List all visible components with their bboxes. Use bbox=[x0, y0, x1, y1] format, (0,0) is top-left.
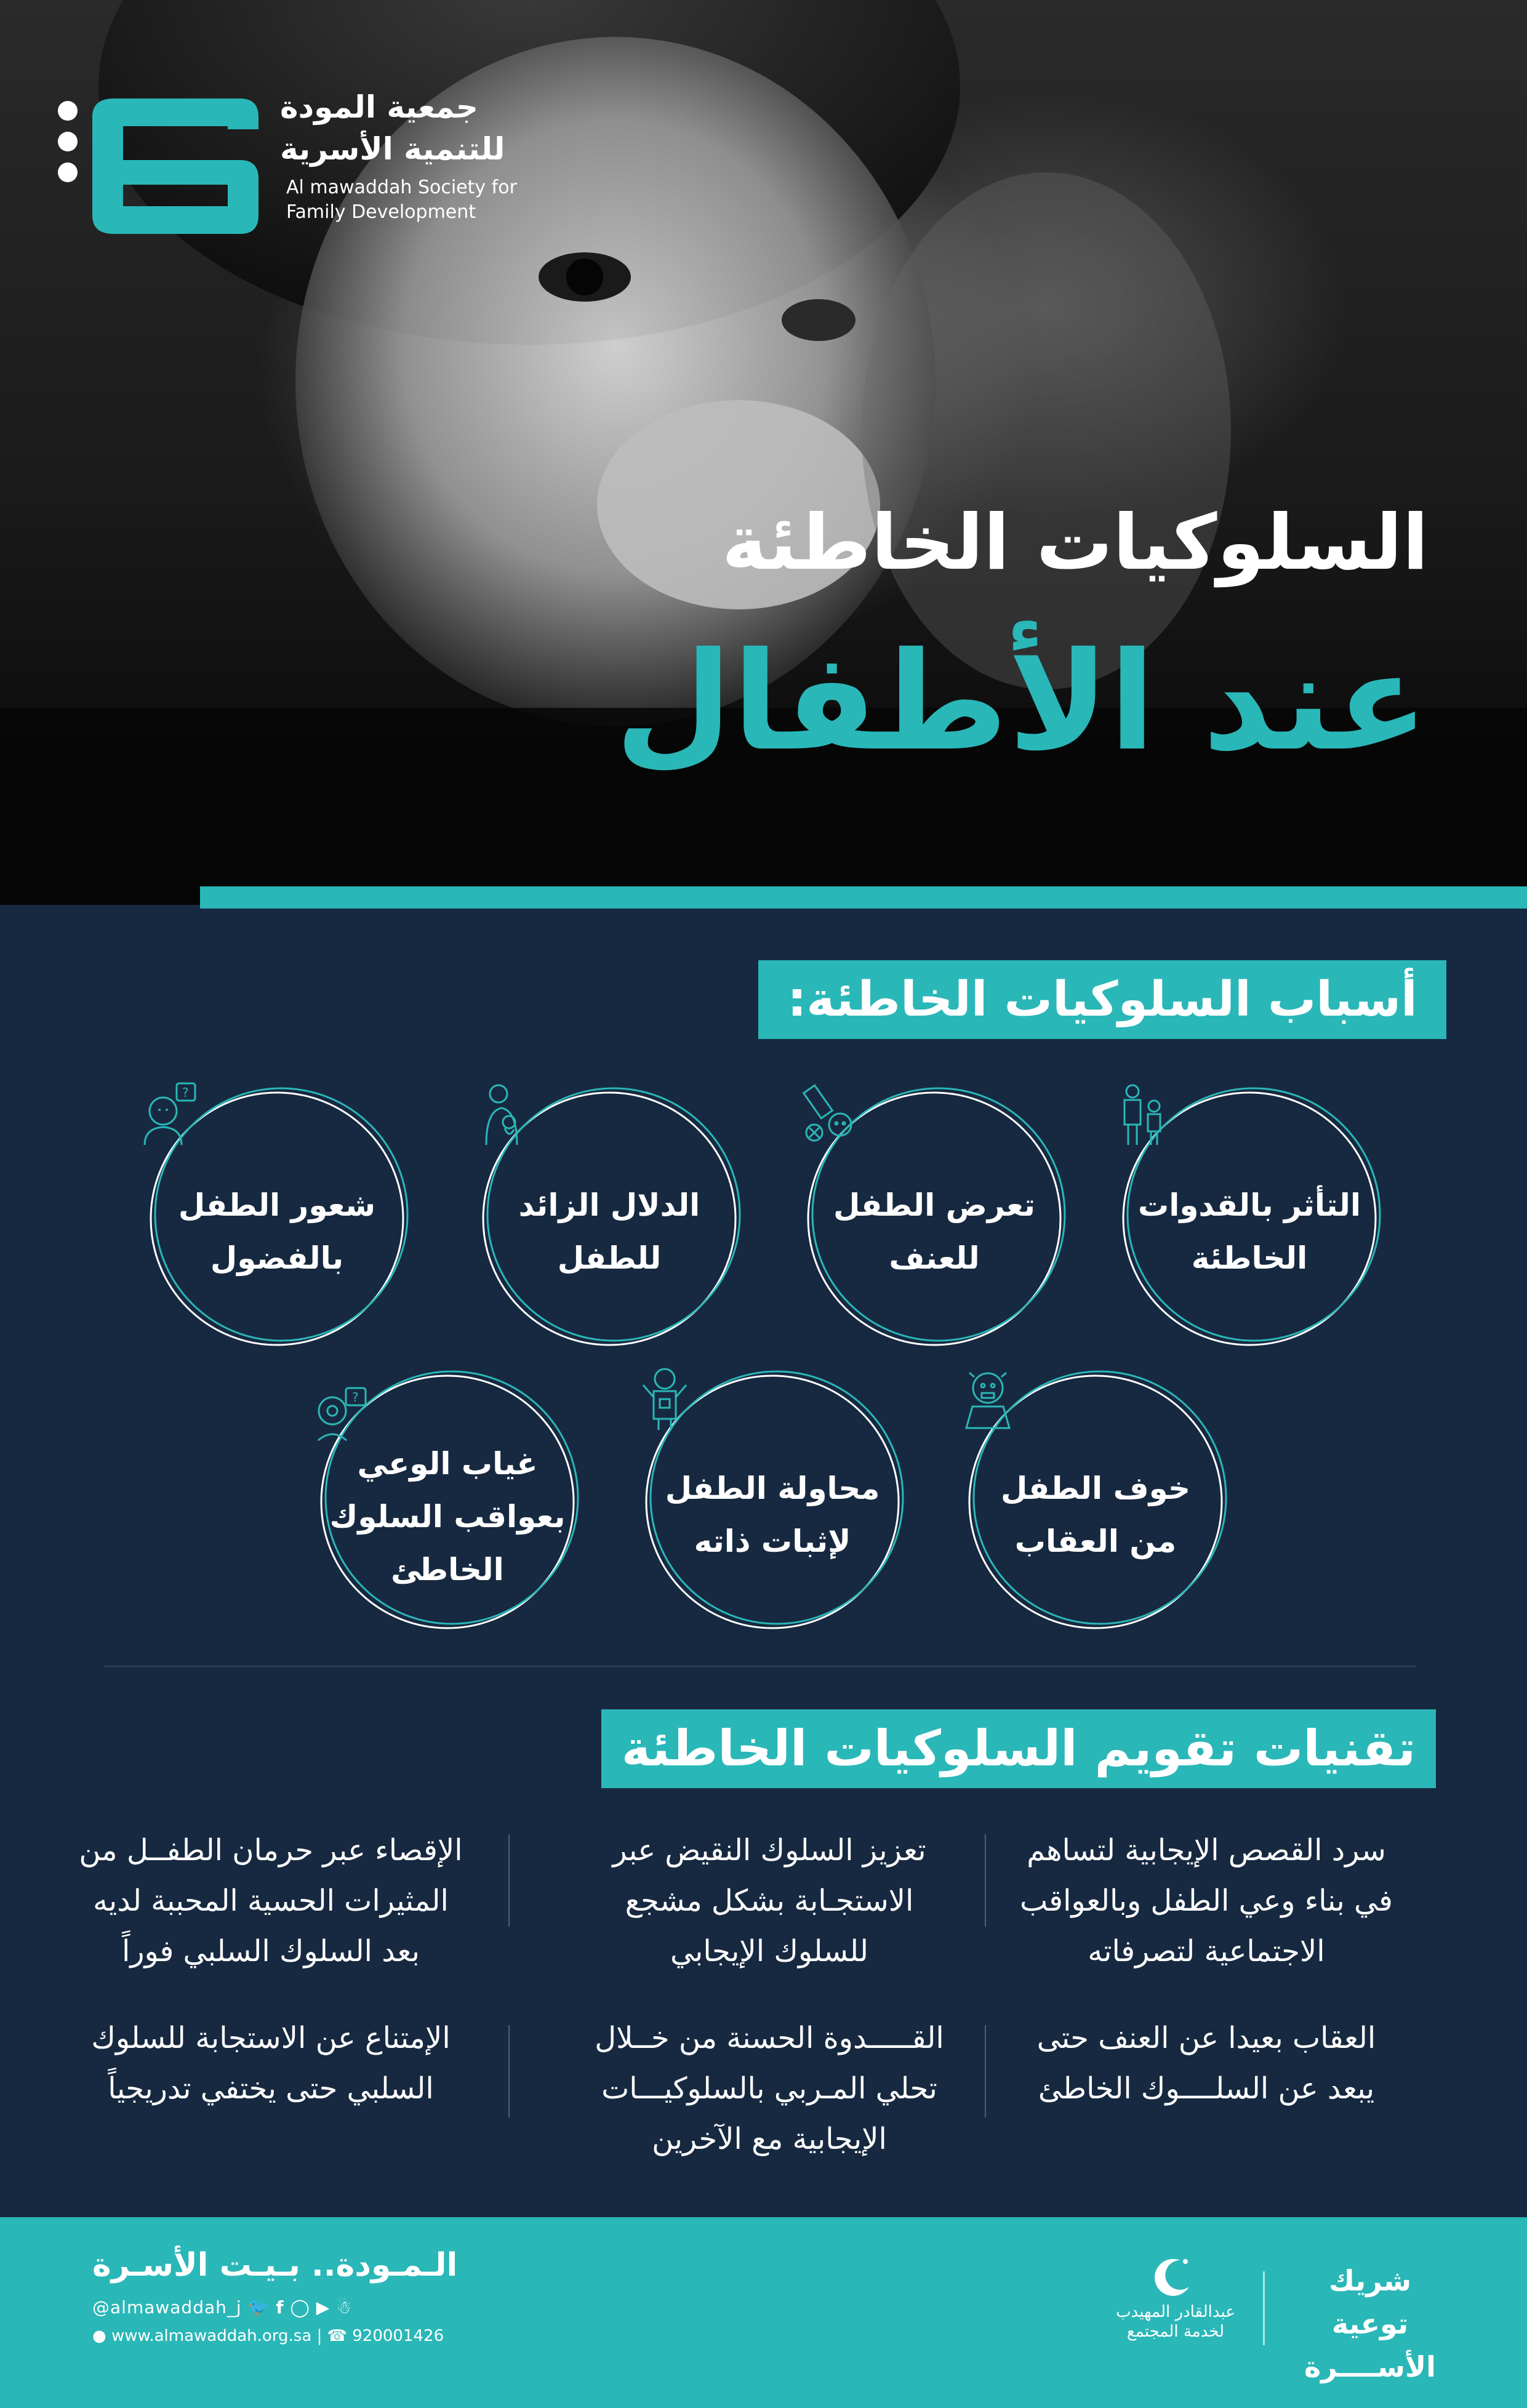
role-models-icon bbox=[1111, 1080, 1172, 1148]
violence-icon bbox=[796, 1080, 857, 1148]
technique-item bbox=[572, 2013, 966, 2164]
sponsor-name bbox=[1108, 2302, 1243, 2342]
cause-line2: الخاطئة bbox=[1191, 1240, 1308, 1276]
technique-line1: الإمتناع عن الاستجابة للسلوك bbox=[91, 2021, 451, 2055]
social-handle[interactable]: @almawaddah_j bbox=[92, 2297, 242, 2318]
website-link[interactable]: www.almawaddah.org.sa bbox=[111, 2327, 312, 2345]
section-divider bbox=[105, 1666, 1416, 1667]
footer-slogan: الـمـودة.. بـيـت الأسـرة bbox=[92, 2247, 458, 2284]
cause-line2: من العقاب bbox=[1014, 1523, 1177, 1559]
technique-line3: الإيجابية مع الآخرين bbox=[652, 2122, 887, 2156]
cause-line1: التأثر بالقدوات bbox=[1137, 1187, 1361, 1223]
technique-line2: الاستجـابة بشكل مشجع bbox=[625, 1884, 914, 1918]
technique-line2: تحلي المـربي بالسلوكيـــات bbox=[601, 2071, 937, 2106]
society-name-ar bbox=[280, 86, 514, 170]
technique-line2: السلبي حتى يختفي تدريجياً bbox=[108, 2071, 434, 2106]
technique-item bbox=[1009, 1825, 1403, 1977]
technique-item bbox=[1009, 2013, 1403, 2114]
instagram-icon[interactable]: ◯ bbox=[290, 2297, 310, 2318]
cause-line2: للطفل bbox=[557, 1240, 662, 1276]
cause-line2: لإثبات ذاته bbox=[694, 1523, 851, 1559]
column-divider bbox=[508, 2025, 510, 2117]
society-name-en-line2: Family Development bbox=[286, 201, 476, 223]
technique-line3: للسلوك الإيجابي bbox=[670, 1934, 868, 1969]
cause-pampering bbox=[471, 1080, 748, 1357]
cause-line2: للعنف bbox=[889, 1240, 980, 1276]
technique-item bbox=[62, 1825, 480, 1977]
svg-text:?: ? bbox=[182, 1085, 189, 1100]
facebook-icon[interactable]: f bbox=[276, 2297, 284, 2318]
footer-divider bbox=[1263, 2271, 1265, 2345]
footer-social bbox=[92, 2297, 352, 2318]
separator: | bbox=[316, 2327, 323, 2345]
technique-item bbox=[62, 2013, 480, 2114]
technique-line2: في بناء وعي الطفل وبالعواقب bbox=[1020, 1884, 1393, 1918]
cause-self-proving bbox=[634, 1363, 911, 1640]
phone-icon: ☎ bbox=[327, 2327, 347, 2345]
fear-icon bbox=[957, 1363, 1019, 1431]
column-divider bbox=[985, 1834, 986, 1927]
svg-text:?: ? bbox=[352, 1390, 359, 1405]
technique-item bbox=[572, 1825, 966, 1977]
partner-line1: شريك توعية bbox=[1329, 2264, 1411, 2340]
technique-line1: الإقصاء عبر حرمان الطفــل من bbox=[79, 1833, 463, 1868]
technique-line1: تعزيز السلوك النقيض عبر bbox=[612, 1833, 926, 1868]
technique-line2: المثيرات الحسية المحببة لديه bbox=[93, 1884, 449, 1918]
partner-label bbox=[1299, 2259, 1441, 2388]
accent-bar bbox=[200, 886, 1527, 909]
technique-line3: بعد السلوك السلبي فوراً bbox=[122, 1934, 420, 1969]
technique-line1: سرد القصص الإيجابية لتساهم bbox=[1027, 1833, 1386, 1868]
society-name-en bbox=[286, 175, 517, 225]
technique-line1: القـــــدوة الحسنة من خــلال bbox=[595, 2021, 944, 2055]
society-logo bbox=[55, 92, 265, 240]
cause-line3: الخاطئ bbox=[391, 1552, 504, 1587]
technique-line2: يبعد عن السلــــوك الخاطئ bbox=[1038, 2071, 1375, 2106]
cause-line1: محاولة الطفل bbox=[665, 1471, 880, 1506]
society-name-en-line1: Al mawaddah Society for bbox=[286, 177, 517, 198]
causes-heading: أسباب السلوكيات الخاطئة: bbox=[758, 960, 1446, 1039]
crescent-icon bbox=[1146, 2253, 1195, 2302]
technique-line3: الاجتماعية لتصرفاته bbox=[1088, 1934, 1325, 1969]
self-proving-icon bbox=[634, 1363, 695, 1431]
cause-role-models bbox=[1111, 1080, 1388, 1357]
sponsor-line2: لخدمة المجتمع bbox=[1126, 2322, 1225, 2341]
cause-line2: بعواقب السلوك bbox=[329, 1499, 566, 1535]
curiosity-icon bbox=[138, 1080, 200, 1148]
page-title-line1: السلوكيات الخاطئة bbox=[721, 499, 1429, 587]
twitter-icon[interactable]: 🐦 bbox=[247, 2297, 270, 2318]
pampering-icon bbox=[471, 1080, 532, 1148]
society-name-ar-line1: جمعية المودة bbox=[280, 89, 478, 125]
column-divider bbox=[985, 2025, 986, 2117]
cause-line1: شعور الطفل bbox=[178, 1187, 376, 1223]
cause-unawareness bbox=[309, 1363, 586, 1640]
cause-line1: خوف الطفل bbox=[1000, 1471, 1191, 1506]
globe-icon: ● bbox=[92, 2327, 106, 2345]
cause-fear bbox=[957, 1363, 1234, 1640]
column-divider bbox=[508, 1834, 510, 1927]
hero-section bbox=[0, 0, 1527, 905]
cause-line1: غياب الوعي bbox=[357, 1446, 538, 1482]
cause-line1: تعرض الطفل bbox=[833, 1187, 1035, 1223]
phone-number[interactable]: 920001426 bbox=[352, 2327, 444, 2345]
sponsor-line1: عبدالقادر المهيدب bbox=[1116, 2303, 1235, 2321]
youtube-icon[interactable]: ▶ bbox=[316, 2297, 331, 2318]
techniques-heading: تقنيات تقويم السلوكيات الخاطئة bbox=[601, 1709, 1436, 1788]
page-title-line2: عند الأطفال bbox=[614, 623, 1429, 781]
cause-line2: بالفضول bbox=[210, 1240, 344, 1276]
snapchat-icon[interactable]: ☃ bbox=[336, 2297, 353, 2318]
partner-line2: الأســــرة bbox=[1304, 2350, 1436, 2383]
footer-contact bbox=[92, 2327, 444, 2345]
society-name-ar-line2: للتنمية الأسرية bbox=[280, 131, 505, 167]
cause-curiosity bbox=[138, 1080, 415, 1357]
cause-violence bbox=[796, 1080, 1073, 1357]
cause-line1: الدلال الزائد bbox=[518, 1187, 700, 1223]
technique-line1: العقاب بعيدا عن العنف حتى bbox=[1036, 2021, 1376, 2055]
